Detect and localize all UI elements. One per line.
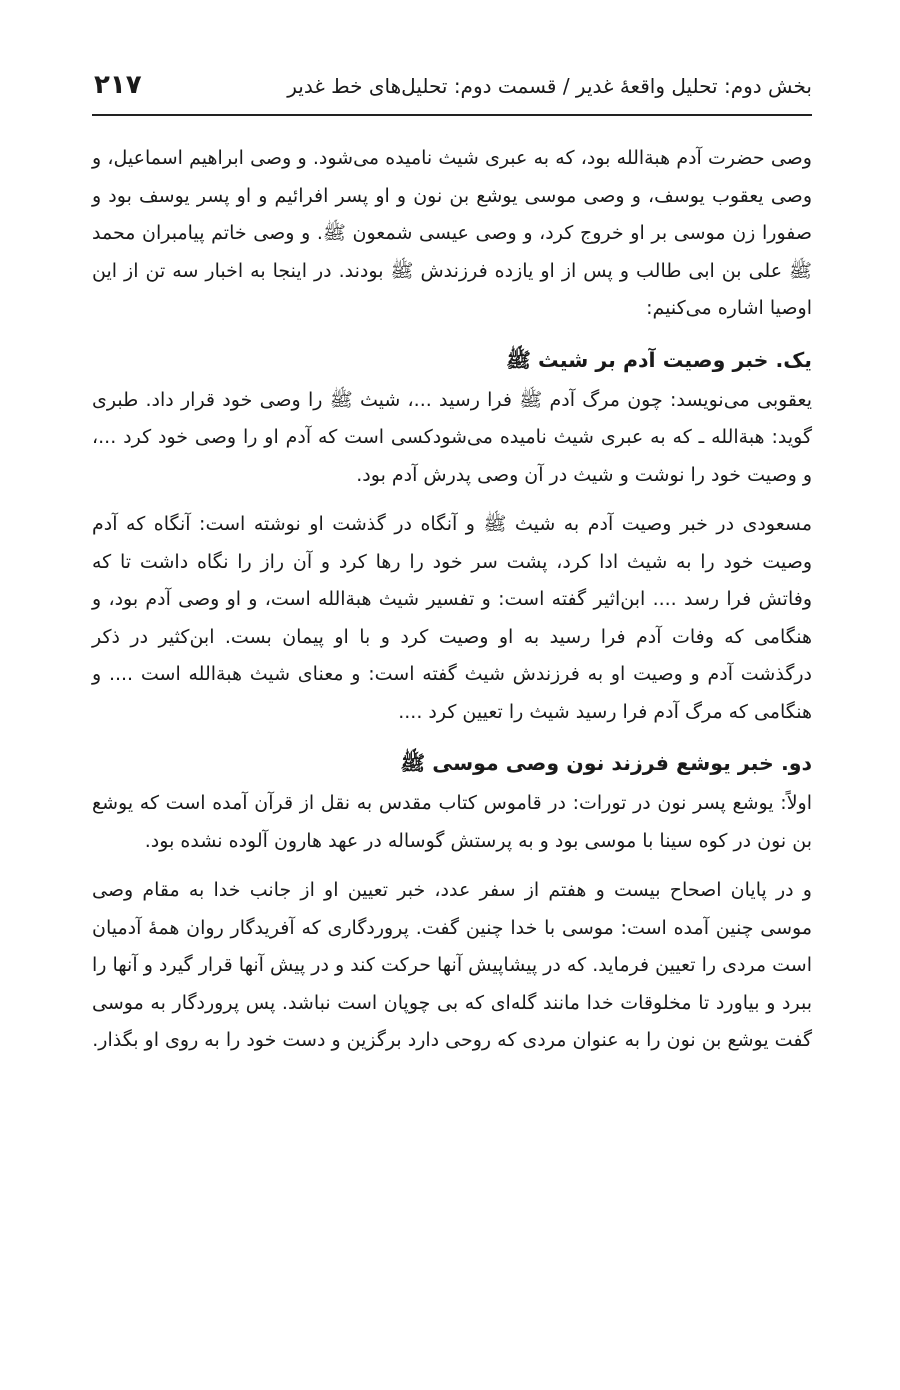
body-paragraph: مسعودی در خبر وصیت آدم به شیث ﷺ و آنگاه در گذشت او نوشته است: آنگاه که آدم وصیت خود را به شیث ادا کرد، پشت سر خود را رها کرد و آن راز را نگاه داشت تا که وفاتش فرا رسد .... ابن‌اثیر گفته است: و تفسیر شیث هبةالله است، و او وصی آدم بود، و هنگامی که وفات آدم فرا رسید به او وصیت کرد و با او پیمان بست. ابن‌کثیر در ذکر درگذشت آدم و وصیت او به فرزندش شیث گفته است: و معنای شیث هبةالله است .... و هنگامی که مرگ آدم فرا رسید شیث را تعیین کرد .... [92,513,812,723]
body-paragraph: اولاً: یوشع پسر نون در تورات: در قاموس کتاب مقدس به نقل از قرآن آمده است که یوشع بن نون در کوه سینا با موسی بود و به پرستش گوساله در عهد هارون آلوده نشده بود. [92,792,812,852]
running-header [92,70,812,116]
section-heading-one: یک. خبر وصیت آدم بر شیث ﷺ [506,347,812,372]
book-page [92,0,812,1390]
page-body [92,140,812,1060]
page-number: ۲۱۷ [94,70,142,100]
body-paragraph: یعقوبی می‌نویسد: چون مرگ آدم ﷺ فرا رسید ...، شیث ﷺ را وصی خود قرار داد. طبری گوید: هبةالله ـ که به عبری شیث نامیده می‌شودکسی است که آدم او را وصی خود کرد ...، و وصیت خود را نوشت و شیث در آن وصی پدرش آدم بود. [92,388,812,486]
section-heading-two: دو. خبر یوشع فرزند نون وصی موسی ﷺ [400,751,812,775]
running-header-title: بخش دوم: تحلیل واقعهٔ غدیر / قسمت دوم: تحلیل‌های خط غدیر [287,74,812,98]
body-paragraph: و در پایان اصحاح بیست و هفتم از سفر عدد، خبر تعیین او از جانب خدا به مقام وصی موسی چنین آمده است: موسی با خدا چنین گفت. پروردگاری که آفریدگار روان همهٔ آدمیان است مردی را تعیین فرماید. که در پیشاپیش آنها حرکت کند و در پیش آنها قرار گیرد و آنها را ببرد و بیاورد تا مخلوقات خدا مانند گله‌ای که بی چوپان است نباشد. پس پروردگار به موسی گفت یوشع بن نون را به عنوان مردی که روحی دارد برگزین و دست خود را به روی او بگذار. [92,879,812,1051]
intro-paragraph: وصی حضرت آدم هبةالله بود، که به عبری شیث نامیده می‌شود. و وصی ابراهیم اسماعیل، و وصی یعقوب یوسف، و وصی موسی یوشع بن نون و او پسر افرائیم و او پسر یوسف بود و صفورا زن موسی بر او خروج کرد، و وصی عیسی شمعون ﷺ. و وصی خاتم پیامبران محمد ﷺ علی بن ابی طالب و پس از او یازده فرزندش ﷺ بودند. در اینجا به اخبار سه تن از این اوصیا اشاره می‌کنیم: [92,147,812,319]
